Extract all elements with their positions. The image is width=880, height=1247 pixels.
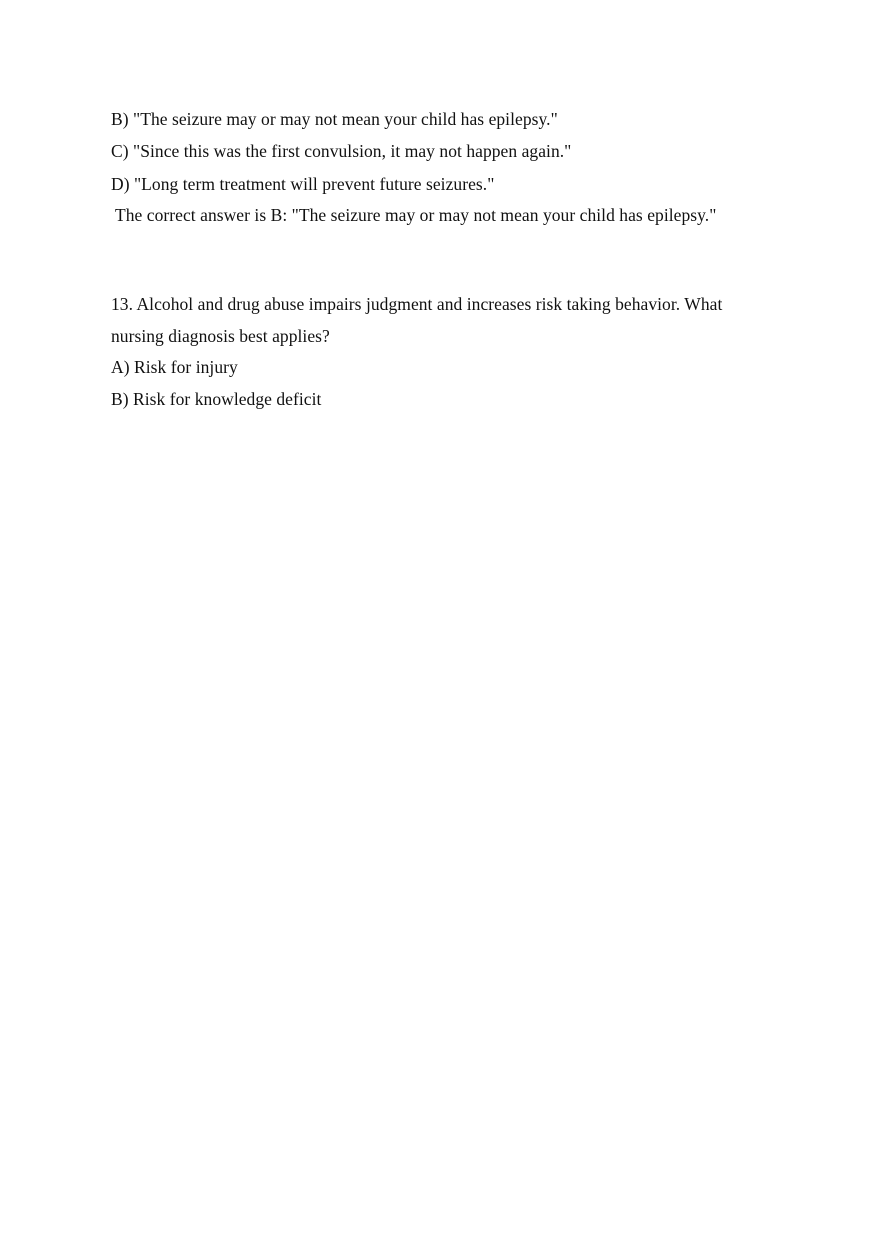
q13-option-b: B) Risk for knowledge deficit [111,389,322,409]
q12-option-c: C) "Since this was the first convulsion, it may not happen again." [111,141,572,161]
q12-option-b: B) "The seizure may or may not mean your child has epilepsy." [111,109,558,129]
q13-stem-line1: 13. Alcohol and drug abuse impairs judgment and increases risk taking behavior. What [111,294,723,314]
q12-option-d: D) "Long term treatment will prevent future seizures." [111,174,495,194]
q12-correct-answer: The correct answer is B: "The seizure may or may not mean your child has epilepsy." [115,205,717,225]
q13-option-a: A) Risk for injury [111,357,238,377]
q13-stem-line2: nursing diagnosis best applies? [111,326,330,346]
